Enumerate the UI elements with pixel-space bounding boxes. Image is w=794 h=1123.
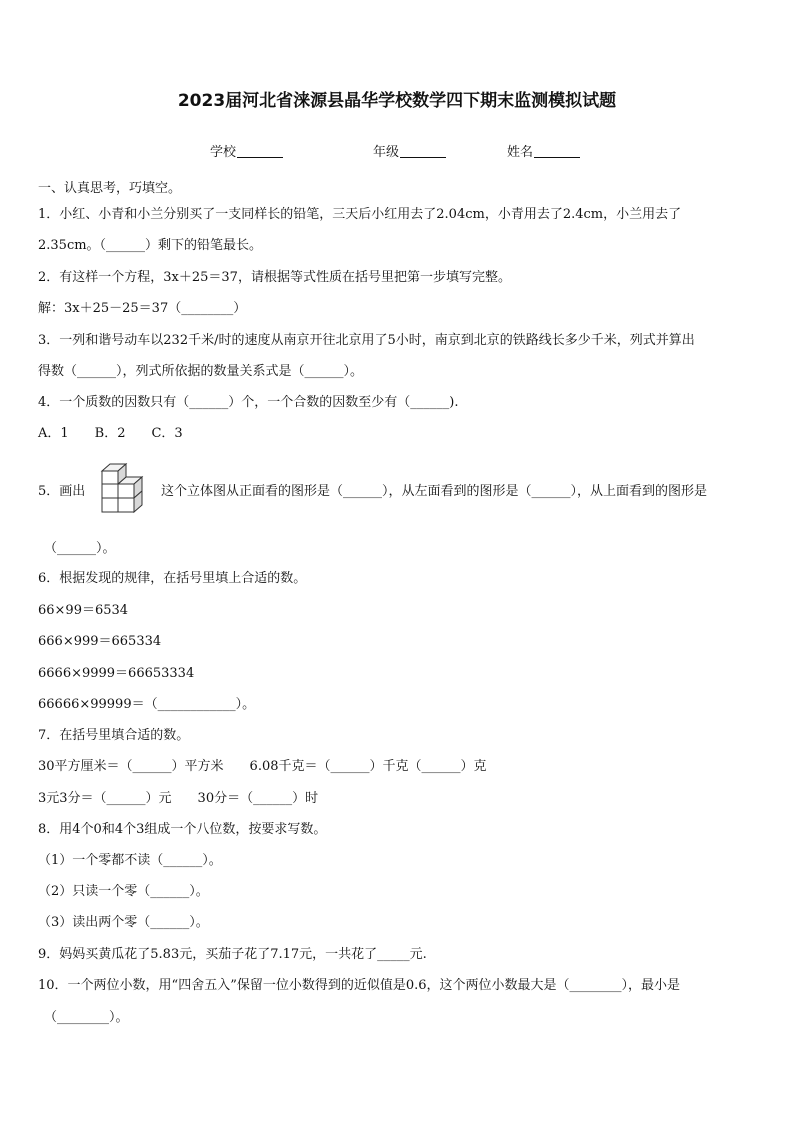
question-3-line-1: 3．一列和谐号动车以232千米/时的速度从南京开往北京用了5小时，南京到北京的铁路线长多少千米，列式并算出 bbox=[38, 333, 695, 348]
cube-figure-image bbox=[98, 463, 148, 521]
question-5-text: 这个立体图从正面看的图形是（______），从左面看到的图形是（______），从上面看到的图形是 bbox=[161, 484, 708, 499]
question-5-prefix: 5．画出 bbox=[38, 484, 86, 499]
name-label: 姓名 bbox=[507, 145, 534, 160]
school-field bbox=[210, 141, 283, 160]
question-8-line-3: （2）只读一个零（______）。 bbox=[38, 884, 209, 899]
name-field bbox=[507, 141, 580, 160]
question-3-line-2: 得数（______），列式所依据的数量关系式是（______）。 bbox=[38, 364, 364, 379]
question-4-options: A．1 B．2 C．3 bbox=[38, 426, 183, 441]
question-6-line-1: 6．根据发现的规律，在括号里填上合适的数。 bbox=[38, 571, 307, 586]
question-6-line-5: 66666×99999＝（____________）。 bbox=[38, 697, 256, 712]
question-9: 9．妈妈买黄瓜花了5.83元，买茄子花了7.17元，一共花了_____元. bbox=[38, 947, 427, 962]
name-blank[interactable] bbox=[534, 157, 580, 158]
question-10-line-1: 10．一个两位小数，用“四舍五入”保留一位小数得到的近似值是0.6，这个两位小数最大是（________），最小是 bbox=[38, 978, 681, 993]
question-2-line-1: 2．有这样一个方程，3x＋25＝37，请根据等式性质在括号里把第一步填写完整。 bbox=[38, 270, 511, 285]
question-8-line-1: 8．用4个0和4个3组成一个八位数，按要求写数。 bbox=[38, 822, 327, 837]
question-7-line-1: 7．在括号里填合适的数。 bbox=[38, 728, 190, 743]
question-2-line-2: 解：3x＋25－25＝37（________） bbox=[38, 301, 247, 316]
question-7-line-3: 3元3分＝（______）元 30分＝（______）时 bbox=[38, 791, 319, 806]
question-1-line-1: 1．小红、小青和小兰分别买了一支同样长的铅笔，三天后小红用去了2.04cm，小青用去了2.4cm，小兰用去了 bbox=[38, 207, 682, 222]
question-1-line-2: 2.35cm。（______）剩下的铅笔最长。 bbox=[38, 238, 263, 253]
question-6-line-2: 66×99＝6534 bbox=[38, 603, 129, 618]
question-6-line-4: 6666×9999＝66653334 bbox=[38, 666, 195, 681]
question-8-line-4: （3）读出两个零（______）。 bbox=[38, 915, 209, 930]
grade-label: 年级 bbox=[373, 145, 400, 160]
school-label: 学校 bbox=[210, 145, 237, 160]
section1-heading: 一、认真思考，巧填空。 bbox=[38, 181, 182, 196]
question-10-line-2: （________）。 bbox=[44, 1010, 129, 1025]
school-blank[interactable] bbox=[237, 157, 283, 158]
grade-field bbox=[373, 141, 446, 160]
exam-title: 2023届河北省涞源县晶华学校数学四下期末监测模拟试题 bbox=[177, 91, 617, 111]
question-8-line-2: （1）一个零都不读（______）。 bbox=[38, 853, 222, 868]
question-4-line-1: 4．一个质数的因数只有（______）个，一个合数的因数至少有（______). bbox=[38, 395, 459, 410]
question-7-line-2: 30平方厘米＝（______）平方米 6.08千克＝（______）千克（______）克 bbox=[38, 759, 487, 774]
question-6-line-3: 666×999＝665334 bbox=[38, 634, 162, 649]
grade-blank[interactable] bbox=[400, 157, 446, 158]
question-5-line-2: （______）。 bbox=[44, 541, 116, 556]
